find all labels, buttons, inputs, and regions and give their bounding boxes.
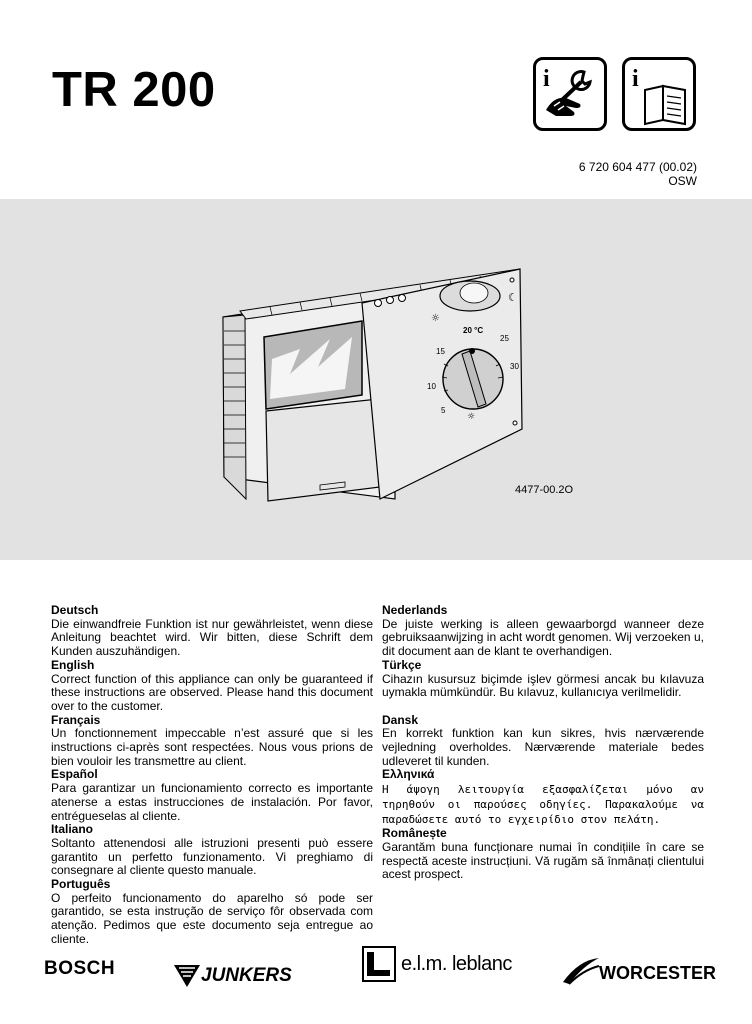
bosch-logo-text: BOSCH <box>44 958 116 979</box>
junkers-logo <box>174 956 292 996</box>
document-number-block <box>579 160 697 188</box>
document-code: OSW <box>668 174 697 188</box>
section-romaneste <box>382 827 704 882</box>
section-turkce <box>382 659 704 700</box>
section-francais <box>51 714 373 769</box>
svg-text:☾: ☾ <box>508 291 518 304</box>
section-ellinika <box>382 768 704 827</box>
elm-leblanc-logo-text: e.l.m. leblanc <box>401 952 512 975</box>
section-espanol <box>51 768 373 823</box>
product-figure-band <box>0 199 752 560</box>
section-text: En korrekt funktion kan kun sikres, hvis nærværende vejledning overholdes. Nærværende materiale bedes udleveret til kunden. <box>382 726 704 768</box>
dial-label-25: 25 <box>500 334 509 343</box>
section-deutsch <box>51 604 373 659</box>
junkers-emblem-icon <box>174 965 200 987</box>
section-portugues <box>51 878 373 947</box>
dial-label-10: 10 <box>427 382 436 391</box>
document-title: TR 200 <box>52 63 216 117</box>
section-heading: Italiano <box>51 822 94 837</box>
section-heading: Español <box>51 767 98 782</box>
section-heading: Nederlands <box>382 603 448 617</box>
section-text: Die einwandfreie Funktion ist nur gewährleistet, wenn diese Anleitung beachtet wird. Wir bitten, diese Schrift dem Kunden auszuhändigen. <box>51 616 373 659</box>
dial-label-5: 5 <box>441 406 446 415</box>
section-heading: Ελληνικά <box>382 767 435 782</box>
section-heading: Dansk <box>382 712 419 727</box>
worcester-logo <box>561 946 716 986</box>
elm-leblanc-logo <box>362 944 512 984</box>
svg-text:i: i <box>543 66 550 92</box>
section-text: Correct function of this appliance can only be guaranteed if these instructions are observed. Please hand this document over to the customer. <box>51 671 373 713</box>
bosch-logo <box>44 958 115 998</box>
section-english <box>51 659 373 714</box>
svg-text:☼: ☼ <box>431 313 440 324</box>
section-heading: Français <box>51 712 101 727</box>
dial-label-20: 20 °C <box>463 326 484 335</box>
info-manual-icon <box>622 57 696 131</box>
section-heading: Deutsch <box>51 603 99 617</box>
elm-leblanc-emblem-icon <box>362 946 396 982</box>
section-text: Cihazın kusursuz biçimde işlev görmesi ancak bu kılavuza uymakla mümkündür. Bu kılavuz, kullanıcıya verilmelidir. <box>382 671 704 700</box>
section-heading: Türkçe <box>382 657 422 672</box>
section-text: Un fonctionnement impeccable n’est assuré que si les instructions ci-après sont respectées. Nous vous prions de bien vouloir les transmettre au client. <box>51 726 373 768</box>
section-heading: Românește <box>382 826 447 841</box>
figure-code: 4477-00.2O <box>515 484 574 496</box>
document-number: 6 720 604 477 (00.02) <box>578 160 697 174</box>
section-text: De juiste werking is alleen gewaarborgd wanneer deze gebruiksaanwijzing in acht wordt genomen. Wij verzoeken u, dit document aan de klant te overhandigen. <box>382 616 704 659</box>
section-text: Para garantizar un funcionamiento correcto es importante atenerse a estas instrucciones de instalación. Por favor, entrégueselas al cliente. <box>51 781 373 823</box>
language-column-right <box>382 604 704 882</box>
worcester-logo-text: WORCESTER <box>599 963 716 983</box>
worcester-swoosh-icon <box>561 956 601 986</box>
section-dansk <box>382 714 704 769</box>
thermostat-illustration <box>0 199 752 560</box>
section-text: O perfeito funcionamento do aparelho só pode ser garantido, se esta instrução de serviço fôr observada com atenção. Pedimos que este documento seja entregue ao cliente. <box>51 890 373 946</box>
section-text: Η άψογη λειτουργία εξασφαλίζεται μόνο αν τηρηθούν οι παρούσες οδηγίες. Παρακαλούμε να παραδώσετε αυτό το εγχειρίδιο στον πελάτη. <box>382 783 704 827</box>
dial-label-15: 15 <box>436 347 445 356</box>
svg-text:☼: ☼ <box>467 412 476 422</box>
section-heading: English <box>51 657 95 672</box>
junkers-logo-text: JUNKERS <box>201 965 292 986</box>
info-service-icon <box>533 57 607 131</box>
section-nederlands <box>382 604 704 659</box>
language-column-left <box>51 604 373 947</box>
section-text: Garantăm buna funcționare numai în condițiile în care se respectă aceste instrucțiuni. Vă rugăm să înmânați clientului acest prospect. <box>382 839 704 882</box>
svg-text:i: i <box>632 66 639 92</box>
section-text: Soltanto attenendosi alle istruzioni presenti può essere garantito un perfetto funzionamento. Vi preghiamo di consegnare al cliente questo manuale. <box>51 835 373 878</box>
section-italiano <box>51 823 373 878</box>
section-heading: Português <box>51 877 111 892</box>
dial-label-30: 30 <box>510 362 519 371</box>
